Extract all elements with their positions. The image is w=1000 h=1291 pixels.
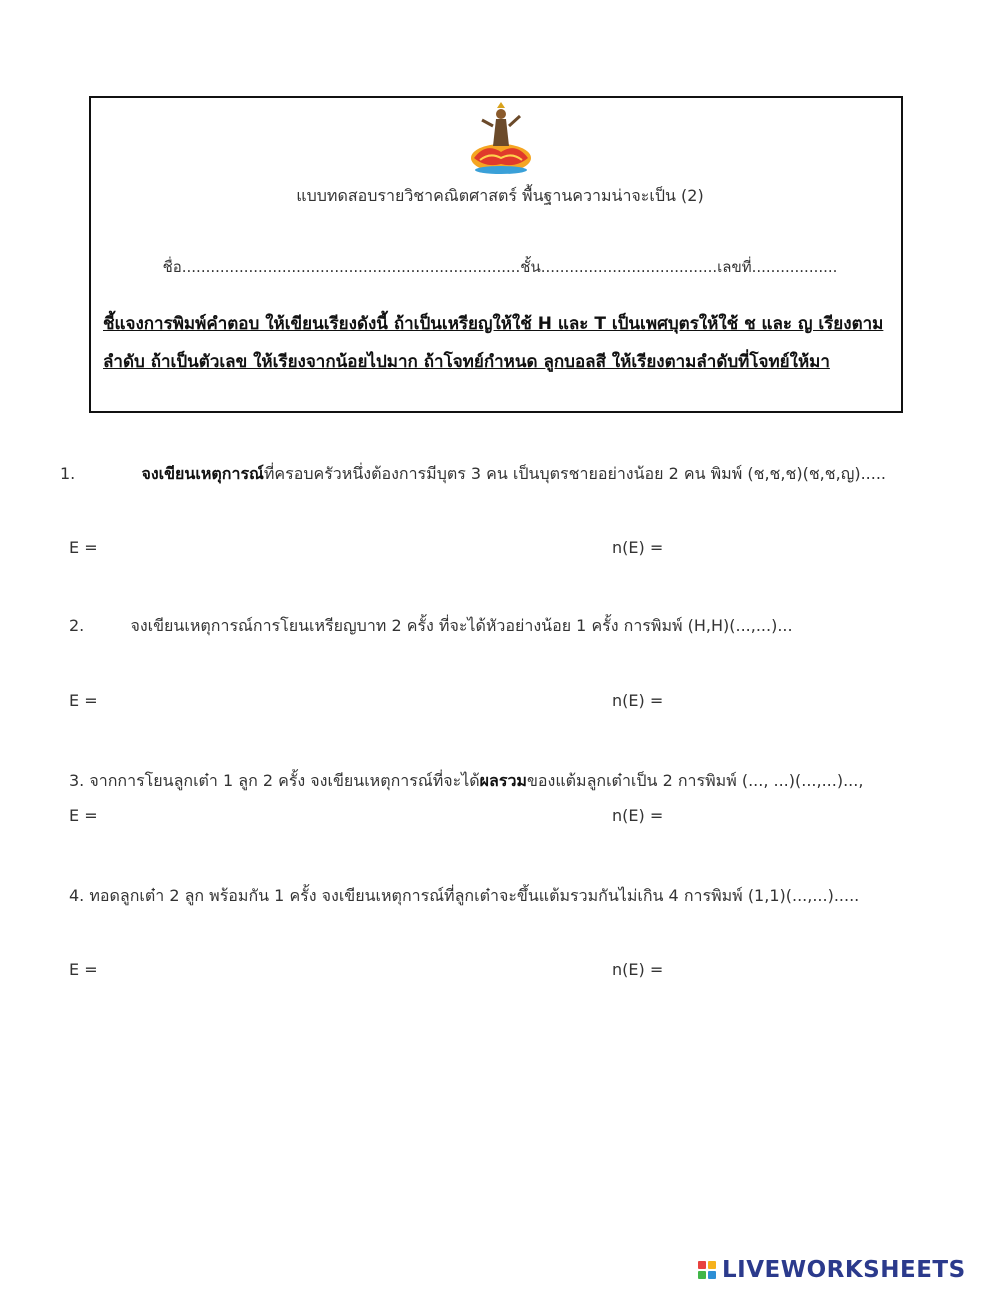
question-bold-text: ผลรวม xyxy=(479,771,527,790)
answer-e-field[interactable]: E = xyxy=(69,960,98,979)
question-1 xyxy=(60,462,886,487)
logo-square-red xyxy=(698,1261,706,1269)
question-text: 4. ทอดลูกเต๋า 2 ลูก พร้อมกัน 1 ครั้ง จงเขียนเหตุการณ์ที่ลูกเต๋าจะขึ้นแต้มรวมกันไม่เกิน 4 การพิมพ์ (1,1)(...,...)..... xyxy=(69,886,860,905)
answer-e-field[interactable]: E = xyxy=(69,806,98,825)
instructions-text: ชี้แจงการพิมพ์คำตอบ ให้เขียนเรียงดังนี้ ถ้าเป็นเหรียญให้ใช้ H และ T เป็นเพศบุตรให้ใช้ ช และ ญ เรียงตามลำดับ ถ้าเป็นตัวเลข ให้เรียงจากน้อยไปมาก ถ้าโจทย์กำหนด ลูกบอลสี ให้เรียงตามลำดับที่โจทย์ให้มา xyxy=(103,314,884,372)
page-title: แบบทดสอบรายวิชาคณิตศาสตร์ พื้นฐานความน่าจะเป็น (2) xyxy=(296,186,704,205)
logo-square-blue xyxy=(708,1271,716,1279)
school-emblem-icon xyxy=(466,102,536,176)
answer-ne-field[interactable]: n(E) = xyxy=(612,691,664,710)
logo-square-yellow xyxy=(708,1261,716,1269)
question-number: 2. xyxy=(69,616,85,635)
answer-e-field[interactable]: E = xyxy=(69,691,98,710)
question-2 xyxy=(69,614,793,639)
logo-squares-icon xyxy=(698,1261,716,1279)
liveworksheets-logo[interactable] xyxy=(698,1256,966,1284)
answer-ne-field[interactable]: n(E) = xyxy=(612,538,664,557)
answer-ne-field[interactable]: n(E) = xyxy=(612,960,664,979)
logo-text: LIVEWORKSHEETS xyxy=(722,1257,966,1283)
name-class-number-line: ชื่อ.......................................................................ชั้น.....................................เลขที่.................. xyxy=(162,258,838,276)
question-text: จงเขียนเหตุการณ์การโยนเหรียญบาท 2 ครั้ง ที่จะได้หัวอย่างน้อย 1 ครั้ง การพิมพ์ (H,H)(...,...)... xyxy=(130,616,793,635)
question-bold-text: จงเขียนเหตุการณ์ xyxy=(141,464,264,483)
question-4 xyxy=(69,884,859,909)
answer-e-field[interactable]: E = xyxy=(69,538,98,557)
answer-ne-field[interactable]: n(E) = xyxy=(612,806,664,825)
question-number: 1. xyxy=(60,464,76,483)
question-3 xyxy=(69,769,863,794)
question-text: 3. จากการโยนลูกเต๋า 1 ลูก 2 ครั้ง จงเขียนเหตุการณ์ที่จะได้ xyxy=(69,771,480,790)
question-text: ที่ครอบครัวหนึ่งต้องการมีบุตร 3 คน เป็นบุตรชายอย่างน้อย 2 คน พิมพ์ (ช,ช,ช)(ช,ช,ญ)..... xyxy=(263,464,887,483)
question-text: ของแต้มลูกเต๋าเป็น 2 การพิมพ์ (..., ...)(...,...)..., xyxy=(526,771,864,790)
logo-square-green xyxy=(698,1271,706,1279)
